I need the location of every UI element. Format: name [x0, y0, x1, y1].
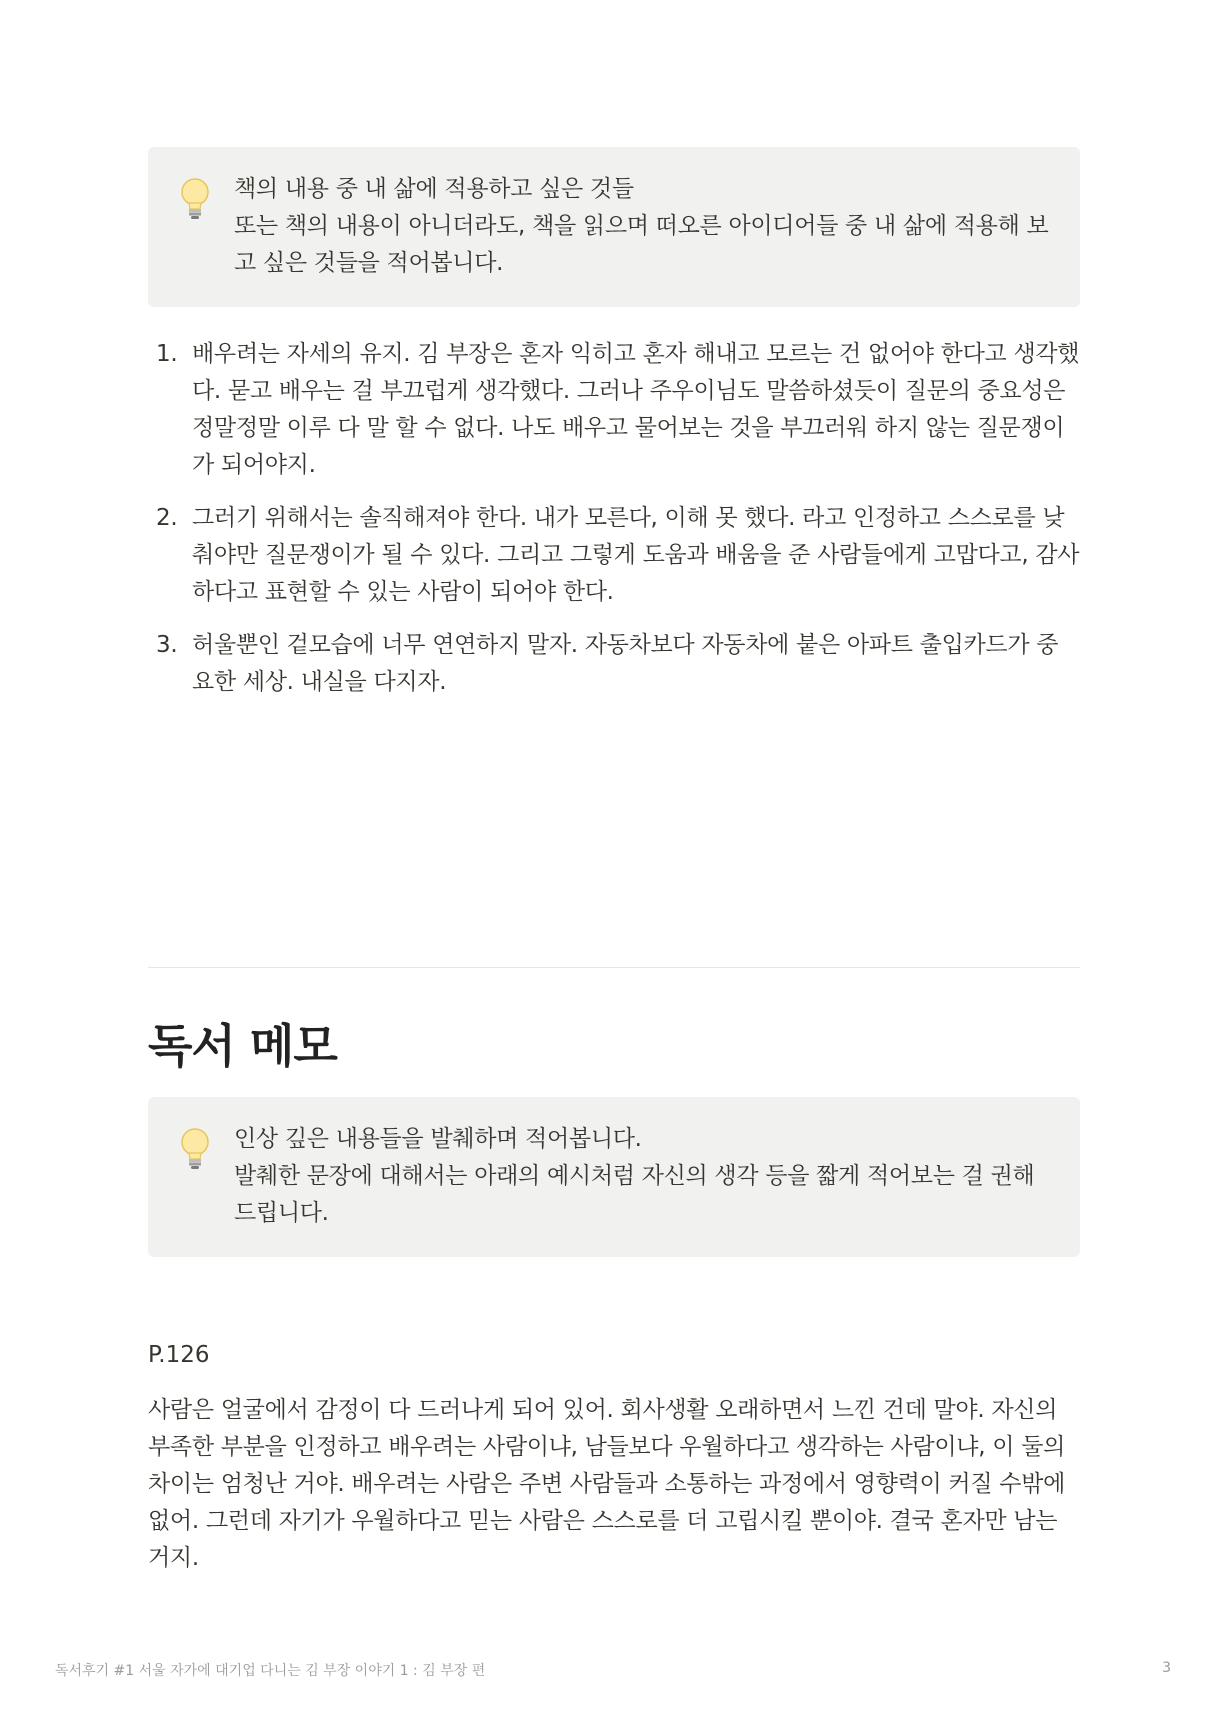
lightbulb-icon [178, 177, 212, 223]
list-text: 배우려는 자세의 유지. 김 부장은 혼자 익히고 혼자 해내고 모르는 건 없어야 한다고 생각했다. 묻고 배우는 걸 부끄럽게 생각했다. 그러나 주우이님도 말씀하셨듯이 질문의 중요성은 정말정말 이루 다 말 할 수 없다. 나도 배우고 물어보는 것을 부끄러워 하지 않는 질문쟁이가 되어야지. [192, 341, 1080, 478]
divider [148, 967, 1080, 968]
list-number: 3. [156, 632, 178, 658]
list-text: 그러기 위해서는 솔직해져야 한다. 내가 모른다, 이해 못 했다. 라고 인정하고 스스로를 낮춰야만 질문쟁이가 될 수 있다. 그리고 그렇게 도움과 배움을 준 사람들에게 고맙다고, 감사하다고 표현할 수 있는 사람이 되어야 한다. [192, 505, 1080, 605]
callout-apply [148, 147, 1080, 307]
list-item [148, 336, 1080, 484]
list-item [148, 627, 1080, 701]
list-number: 2. [156, 505, 178, 531]
callout-line: 인상 깊은 내용들을 발췌하며 적어봅니다. [234, 1126, 642, 1152]
footer-page-number: 3 [1162, 1660, 1171, 1676]
memo-quote: 사람은 얼굴에서 감정이 다 드러나게 되어 있어. 회사생활 오래하면서 느낀 건데 말야. 자신의 부족한 부분을 인정하고 배우려는 사람이냐, 남들보다 우월하다고 생각하는 사람이냐, 이 둘의 차이는 엄청난 거야. 배우려는 사람은 주변 사람들과 소통하는 과정에서 영향력이 커질 수밖에 없어. 그런데 자기가 우월하다고 믿는 사람은 스스로를 더 고립시킬 뿐이야. 결국 혼자만 남는 거지. [148, 1397, 1066, 1571]
footer-title: 독서후기 #1 서울 자가에 대기업 다니는 김 부장 이야기 1 : 김 부장 편 [55, 1663, 486, 1679]
apply-list [148, 336, 1080, 717]
callout-line: 발췌한 문장에 대해서는 아래의 예시처럼 자신의 생각 등을 짧게 적어보는 걸 권해드립니다. [234, 1163, 1035, 1226]
list-item [148, 500, 1080, 611]
callout-line: 또는 책의 내용이 아니더라도, 책을 읽으며 떠오른 아이디어들 중 내 삶에 적용해 보고 싶은 것들을 적어봅니다. [234, 213, 1049, 276]
page-reference: P.126 [148, 1342, 210, 1368]
lightbulb-icon [178, 1127, 212, 1173]
section-heading: 독서 메모 [148, 1019, 337, 1073]
list-text: 허울뿐인 겉모습에 너무 연연하지 말자. 자동차보다 자동차에 붙은 아파트 출입카드가 중요한 세상. 내실을 다지자. [192, 632, 1059, 695]
list-number: 1. [156, 341, 178, 367]
callout-memo [148, 1097, 1080, 1257]
callout-line: 책의 내용 중 내 삶에 적용하고 싶은 것들 [234, 176, 634, 202]
